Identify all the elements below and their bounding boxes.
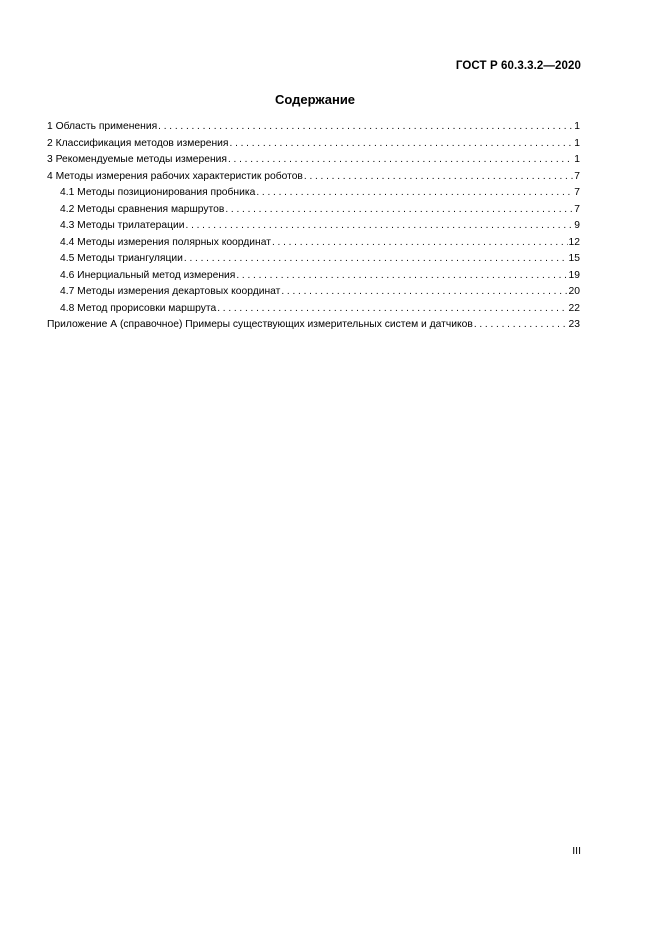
toc-leader-dots (225, 202, 573, 219)
toc-entry-label: 4.8 Метод прорисовки маршрута (60, 302, 217, 314)
toc-entry-page: 1 (574, 121, 580, 132)
toc-leader-dots (186, 218, 574, 235)
toc-leader-dots (158, 119, 573, 136)
toc-subentry[interactable] (47, 185, 580, 202)
toc-subentry[interactable] (47, 235, 580, 252)
toc-entry-page: 19 (568, 269, 580, 281)
toc-entry-page: 7 (574, 170, 580, 182)
toc-subentry[interactable] (47, 218, 580, 235)
toc-entry-page: 22 (568, 302, 580, 314)
toc-entry-page: 23 (568, 319, 580, 330)
toc-entry-label: 4.5 Методы триангуляции (60, 253, 183, 264)
toc-entry-label: 4.3 Методы трилатерации (60, 220, 185, 231)
toc-leader-dots (304, 169, 573, 186)
toc-subentry[interactable] (47, 268, 580, 285)
toc-leader-dots (217, 301, 567, 318)
toc-leader-dots (184, 251, 568, 268)
toc-entry-label: 4.2 Методы сравнения маршрутов (60, 203, 225, 215)
toc-entry-page: 1 (574, 154, 580, 165)
toc-leader-dots (474, 317, 568, 334)
toc-entry-page: 7 (574, 203, 580, 215)
toc-entry[interactable] (47, 119, 580, 136)
toc-entry-label: 1 Область применения (47, 121, 158, 132)
toc-entry[interactable] (47, 136, 580, 153)
toc-entry-page: 1 (574, 137, 580, 149)
toc-subentry[interactable] (47, 202, 580, 219)
toc-subentry[interactable] (47, 251, 580, 268)
toc-entry-page: 9 (574, 220, 580, 231)
toc-entry[interactable] (47, 169, 580, 186)
toc-leader-dots (228, 152, 573, 169)
toc-entry[interactable] (47, 317, 580, 334)
toc-leader-dots (281, 284, 567, 301)
toc-entry-label: 4 Методы измерения рабочих характеристик роботов (47, 170, 303, 182)
toc-leader-dots (256, 185, 573, 202)
toc-entry-label: 4.7 Методы измерения декартовых координат (60, 286, 281, 297)
toc-entry[interactable] (47, 152, 580, 169)
toc-entry-page: 12 (568, 236, 580, 248)
toc-entry-label: Приложение А (справочное) Примеры существующих измерительных систем и датчиков (47, 319, 473, 330)
toc-entry-label: 3 Рекомендуемые методы измерения (47, 154, 227, 165)
toc-entry-label: 4.4 Методы измерения полярных координат (60, 236, 271, 248)
toc-entry-page: 7 (574, 187, 580, 198)
page-number: III (572, 845, 581, 857)
toc-entry-page: 20 (568, 286, 580, 297)
toc-leader-dots (230, 136, 574, 153)
toc-entry-page: 15 (568, 253, 580, 264)
table-of-contents (47, 119, 580, 334)
toc-title: Содержание (274, 92, 356, 107)
toc-entry-label: 2 Классификация методов измерения (47, 137, 229, 149)
toc-subentry[interactable] (47, 284, 580, 301)
document-code: ГОСТ Р 60.3.3.2—2020 (455, 60, 581, 72)
toc-entry-label: 4.6 Инерциальный метод измерения (60, 269, 236, 281)
toc-entry-label: 4.1 Методы позиционирования пробника (60, 187, 256, 198)
toc-leader-dots (236, 268, 567, 285)
toc-leader-dots (272, 235, 568, 252)
toc-subentry[interactable] (47, 301, 580, 318)
